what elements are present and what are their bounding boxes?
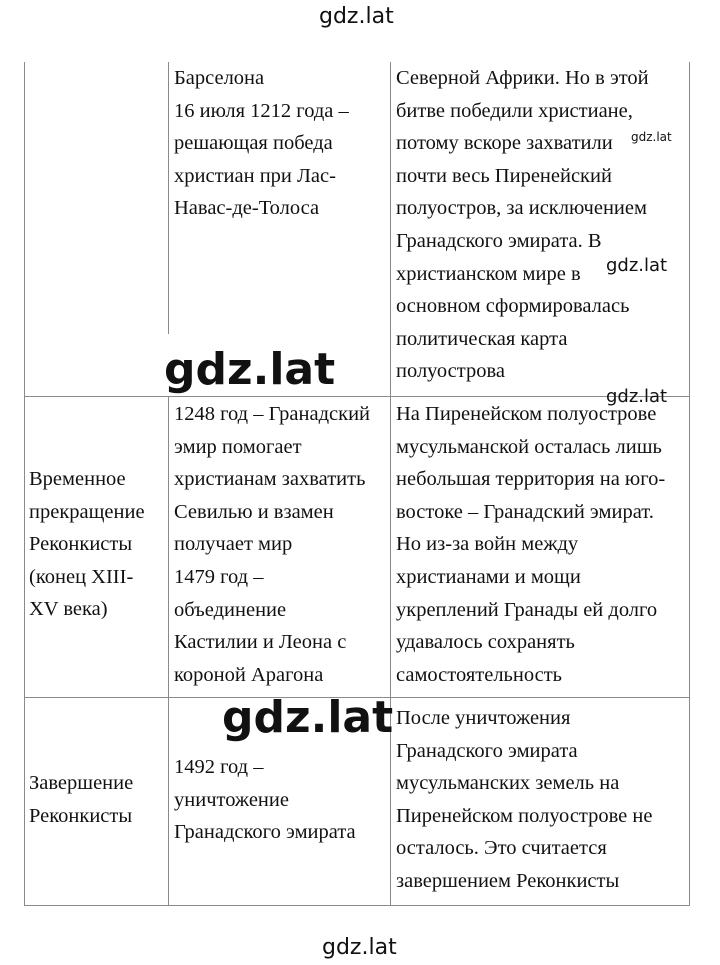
- watermark-top: gdz.lat: [319, 4, 394, 29]
- table-cell-results: Северной Африки. Но в этой битве победили христиане, потому вскоре захватили почти весь Пиренейский полуостров, за исключением Гранадского эмирата. В христианском мире в основном сформировалась политическая карта полуострова: [396, 67, 649, 383]
- table-bottom-border: [24, 905, 690, 906]
- watermark-large: gdz.lat: [222, 692, 394, 743]
- table-column-divider-2: [390, 62, 391, 906]
- table-cell-events: Барселона 16 июля 1212 года – решающая победа христиан при Лас- Навас-де-Толоса: [174, 67, 349, 220]
- table-row-divider-1: [24, 396, 690, 397]
- watermark-bottom: gdz.lat: [322, 935, 397, 960]
- table-cell-stage: Временное прекращение Реконкисты (конец XIII- XV века): [29, 468, 145, 621]
- watermark-large: gdz.lat: [164, 344, 336, 395]
- table-cell-results: На Пиренейском полуострове мусульманской осталась лишь небольшая территория на юго- востоке – Гранадский эмират. Но из-за войн между христианами и мощи укреплений Гранады ей долго удавалось сохранять самостоятельность: [396, 403, 666, 686]
- watermark-inline-medium: gdz.lat: [606, 255, 668, 276]
- table-column-divider-1b: [168, 396, 169, 906]
- watermark-inline-small: gdz.lat: [631, 130, 672, 144]
- table-cell-events: 1492 год – уничтожение Гранадского эмирата: [174, 756, 356, 844]
- table-cell-stage: Завершение Реконкисты: [29, 772, 134, 827]
- table-column-divider-1: [168, 62, 169, 334]
- table-cell-events: 1248 год – Гранадский эмир помогает христианам захватить Севилью и взамен получает мир 1479 год – объединение Кастилии и Леона с короной Арагона: [174, 403, 371, 686]
- table-cell-results: После уничтожения Гранадского эмирата мусульманских земель на Пиренейском полуострове не осталось. Это считается завершением Реконкисты: [396, 707, 653, 892]
- table-left-border: [24, 62, 25, 906]
- watermark-inline-medium: gdz.lat: [606, 386, 668, 407]
